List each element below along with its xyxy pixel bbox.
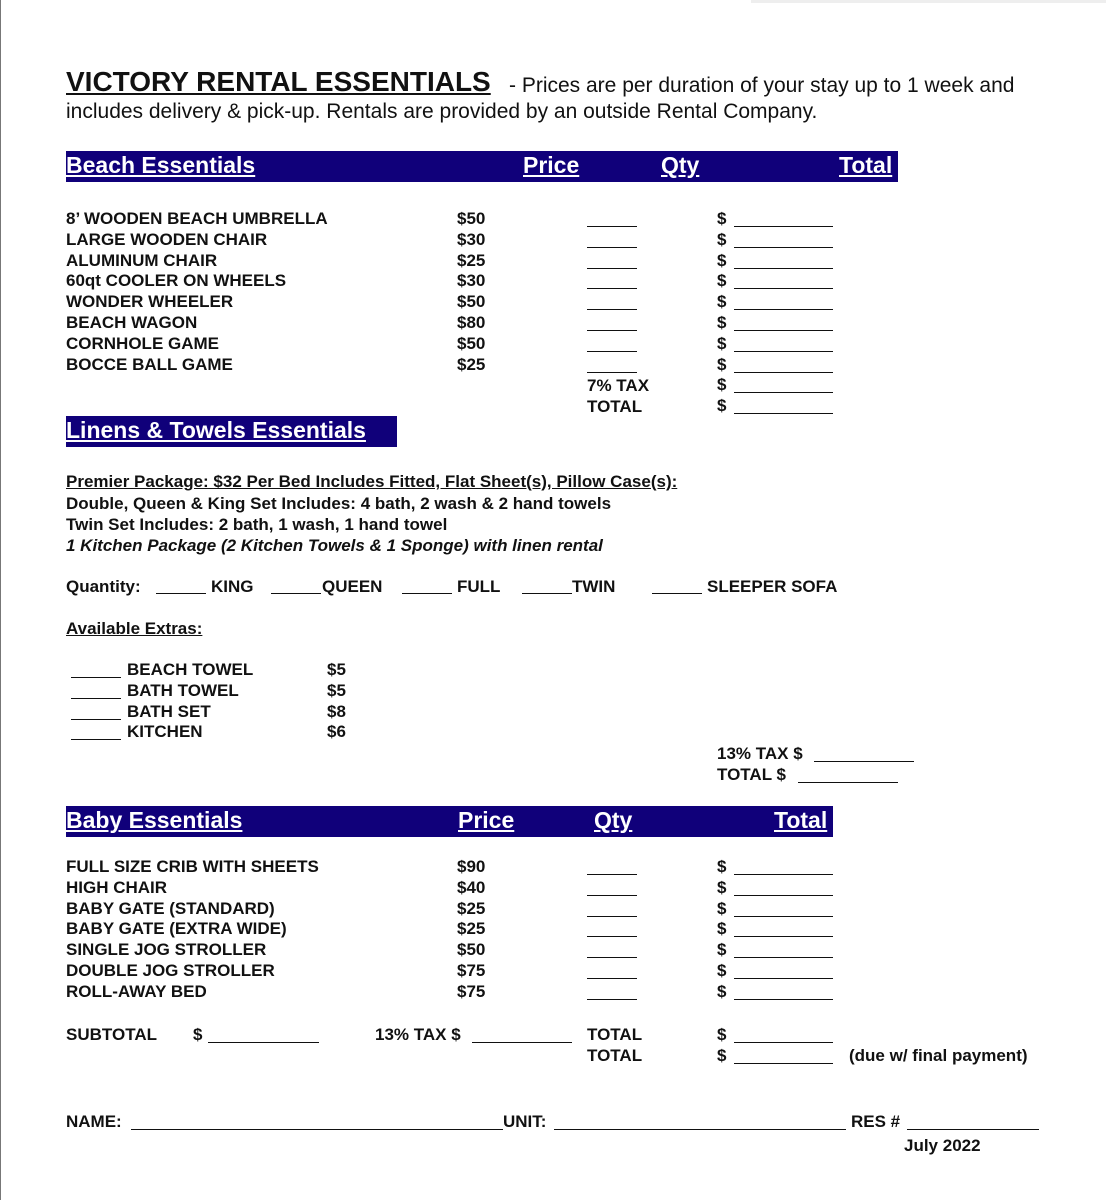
extra-price: $6 [327,722,346,742]
premier-line-3: 1 Kitchen Package (2 Kitchen Towels & 1 Sponge) with linen rental [66,536,603,555]
item-total-field[interactable] [734,309,833,310]
item-total-field[interactable] [734,351,833,352]
quantity-label: Quantity: [66,577,141,596]
extra-qty-field[interactable] [71,739,121,740]
baby-tax-label: 13% TAX $ [375,1025,461,1044]
item-qty-field[interactable] [587,309,637,310]
item-total-field[interactable] [734,268,833,269]
baby-total-field-2[interactable] [734,1063,833,1064]
item-qty-field[interactable] [587,268,637,269]
beach-total-label: TOTAL [587,397,643,416]
item-name: CORNHOLE GAME [66,333,219,353]
item-name: ALUMINUM CHAIR [66,250,218,270]
baby-header-bar [66,806,833,837]
unit-field[interactable] [554,1129,846,1130]
beach-total-heading: Total [839,152,893,178]
baby-total-field-1[interactable] [734,1042,833,1043]
item-total-field[interactable] [734,999,833,1000]
item-total-dollar: $ [717,250,727,270]
item-name: ROLL-AWAY BED [66,981,207,1001]
extra-name: BATH SET [127,701,211,721]
intro-text-1: - Prices are per duration of your stay up to 1 week and [509,74,1015,97]
baby-total-heading: Total [774,807,828,833]
item-price: $40 [457,877,486,897]
item-price: $30 [457,229,486,249]
item-qty-field[interactable] [587,330,637,331]
item-qty-field[interactable] [587,288,637,289]
subtotal-dollar: $ [193,1025,203,1044]
item-price: $30 [457,271,486,291]
sleeper-qty-field[interactable] [652,593,702,594]
item-total-dollar: $ [717,375,727,395]
item-total-dollar: $ [717,396,727,416]
item-total-dollar: $ [717,271,727,291]
item-qty-field[interactable] [587,978,637,979]
item-name: BOCCE BALL GAME [66,354,233,374]
item-name: DOUBLE JOG STROLLER [66,961,275,980]
item-name: 60qt COOLER ON WHEELS [66,271,287,291]
premier-line-2: Twin Set Includes: 2 bath, 1 wash, 1 hand towel [66,515,448,534]
extra-price: $8 [327,701,346,721]
item-total-field[interactable] [734,895,833,896]
king-qty-field[interactable] [156,593,206,594]
extra-price: $5 [327,680,346,700]
size-sleeper-sofa: SLEEPER SOFA [707,577,838,596]
item-total-field[interactable] [734,392,833,393]
res-field[interactable] [907,1129,1039,1130]
item-price: $50 [457,292,486,312]
extra-name: BATH TOWEL [127,680,239,700]
item-qty-field[interactable] [587,351,637,352]
item-qty-field[interactable] [587,999,637,1000]
item-price: $50 [457,209,486,228]
item-price: $90 [457,857,486,876]
item-qty-field[interactable] [587,372,637,373]
linens-tax-field[interactable] [814,761,914,762]
size-queen: QUEEN [322,577,383,596]
item-total-field[interactable] [734,978,833,979]
size-king: KING [211,577,254,596]
item-qty-field[interactable] [587,936,637,937]
item-total-dollar: $ [717,229,727,249]
linens-tax-label: 13% TAX $ [717,744,803,763]
item-price: $80 [457,313,486,332]
item-total-field[interactable] [734,288,833,289]
item-price: $25 [457,250,486,270]
item-name: BEACH WAGON [66,313,198,332]
item-total-field[interactable] [734,330,833,331]
item-name: HIGH CHAIR [66,877,168,897]
due-note: (due w/ final payment) [849,1046,1028,1065]
extra-name: KITCHEN [127,722,203,742]
item-total-dollar: $ [717,857,727,876]
item-total-dollar: $ [717,354,727,374]
item-qty-field[interactable] [587,874,637,875]
linens-total-field[interactable] [798,782,898,783]
item-total-dollar: $ [717,898,727,918]
beach-tax-label: 7% TAX [587,376,650,395]
extras-label: Available Extras: [66,619,203,638]
name-label: NAME: [66,1112,122,1131]
baby-qty-heading: Qty [594,807,633,833]
extra-price: $5 [327,660,346,679]
item-total-dollar: $ [717,209,727,228]
item-price: $25 [457,898,486,918]
baby-tax-field[interactable] [472,1042,572,1043]
premier-line-1: Double, Queen & King Set Includes: 4 bath, 2 wash & 2 hand towels [66,494,612,513]
item-total-dollar: $ [717,919,727,939]
item-total-dollar: $ [717,940,727,960]
baby-total-dollar-1: $ [717,1025,727,1044]
extra-qty-field[interactable] [71,719,121,720]
size-twin: TWIN [572,577,616,596]
item-name: FULL SIZE CRIB WITH SHEETS [66,857,319,876]
twin-qty-field[interactable] [522,593,572,594]
item-name: LARGE WOODEN CHAIR [66,229,268,249]
item-total-field[interactable] [734,874,833,875]
item-name: BABY GATE (STANDARD) [66,898,275,918]
item-price: $50 [457,333,486,353]
beach-price-heading: Price [523,152,580,178]
full-qty-field[interactable] [402,593,452,594]
item-total-dollar: $ [717,877,727,897]
premier-package: Premier Package: $32 Per Bed Includes Fitted, Flat Sheet(s), Pillow Case(s): [66,472,678,491]
item-total-field[interactable] [734,936,833,937]
baby-total-dollar-2: $ [717,1046,727,1065]
item-price: $50 [457,940,486,960]
item-qty-field[interactable] [587,895,637,896]
item-qty-field[interactable] [587,957,637,958]
item-total-dollar: $ [717,333,727,353]
item-qty-field[interactable] [587,247,637,248]
item-total-field[interactable] [734,226,833,227]
beach-qty-heading: Qty [661,152,700,178]
form-date: July 2022 [904,1136,981,1155]
item-total-field[interactable] [734,957,833,958]
queen-qty-field[interactable] [271,593,321,594]
item-total-dollar: $ [717,961,727,980]
item-total-field[interactable] [734,247,833,248]
item-total-field[interactable] [734,413,833,414]
item-name: SINGLE JOG STROLLER [66,940,267,960]
subtotal-field[interactable] [208,1042,319,1043]
intro-text-2: includes delivery & pick-up. Rentals are provided by an outside Rental Company. [66,100,818,123]
subtotal-label: SUBTOTAL [66,1025,157,1044]
item-qty-field[interactable] [587,226,637,227]
linens-header-bar [66,416,397,447]
item-total-dollar: $ [717,981,727,1001]
beach-heading: Beach Essentials [66,152,256,178]
item-name: 8’ WOODEN BEACH UMBRELLA [66,209,328,228]
item-price: $25 [457,919,486,939]
linens-total-label: TOTAL $ [717,765,786,784]
beach-header-bar [66,151,898,182]
res-label: RES # [851,1112,901,1131]
baby-heading: Baby Essentials [66,807,243,833]
item-total-dollar: $ [717,313,727,332]
baby-price-heading: Price [458,807,515,833]
item-name: WONDER WHEELER [66,292,234,312]
item-name: BABY GATE (EXTRA WIDE) [66,919,287,939]
baby-total-label-2: TOTAL [587,1046,643,1065]
name-field[interactable] [131,1129,503,1130]
extra-qty-field[interactable] [71,677,121,678]
page-shadow [751,0,1106,3]
item-total-field[interactable] [734,372,833,373]
item-total-dollar: $ [717,292,727,312]
unit-label: UNIT: [503,1112,547,1131]
item-price: $25 [457,354,486,374]
size-full: FULL [457,577,501,596]
form-title: VICTORY RENTAL ESSENTIALS [66,66,491,97]
item-total-field[interactable] [734,916,833,917]
item-qty-field[interactable] [587,916,637,917]
extra-name: BEACH TOWEL [127,660,254,679]
extra-qty-field[interactable] [71,698,121,699]
linens-heading: Linens & Towels Essentials [66,417,366,443]
baby-total-label-1: TOTAL [587,1025,643,1044]
item-price: $75 [457,981,486,1001]
item-price: $75 [457,961,486,980]
